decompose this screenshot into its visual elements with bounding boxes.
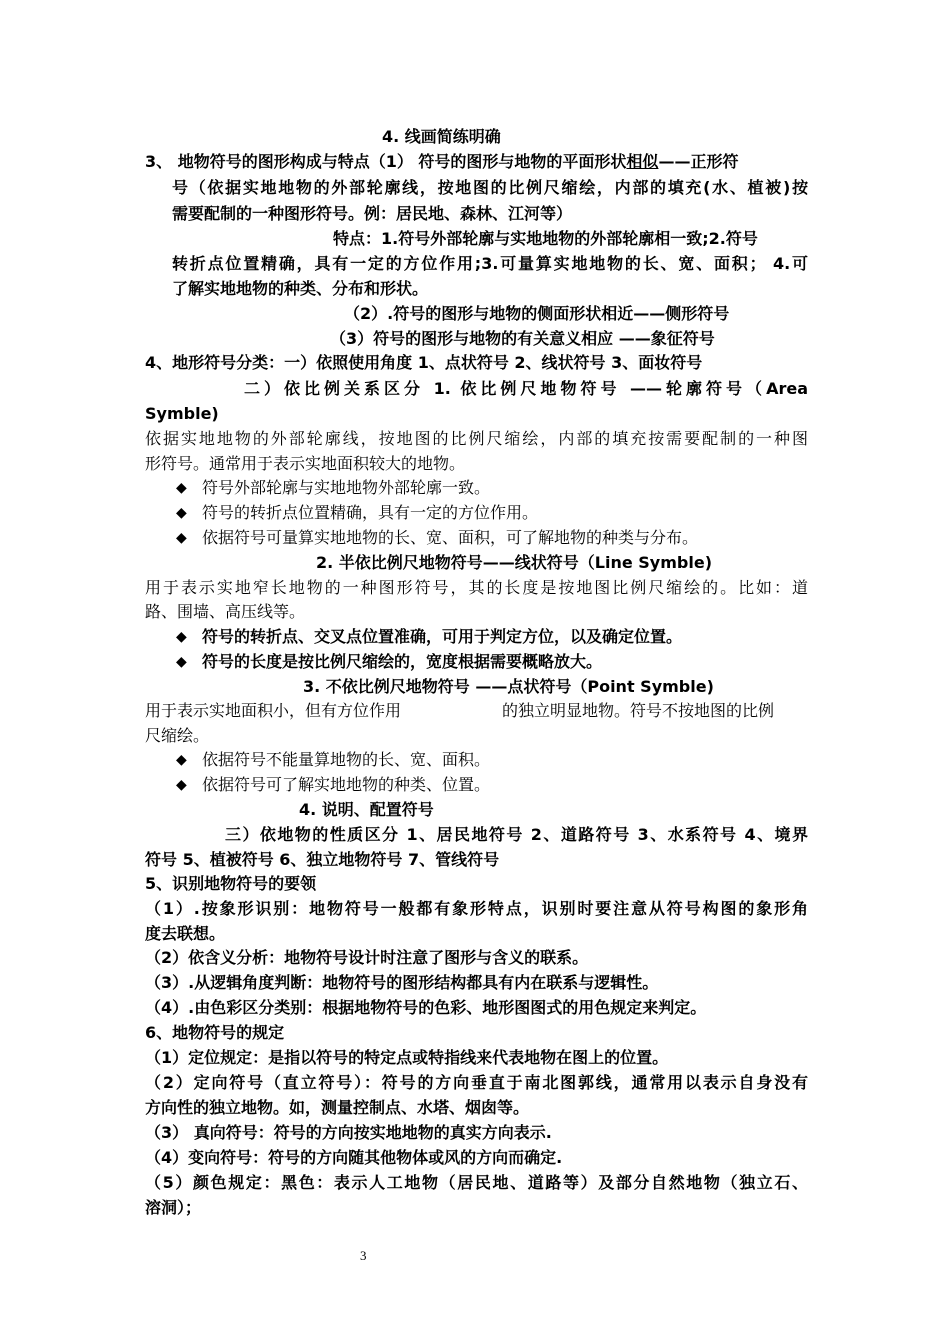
bullet-item: 依据符号可量算实地地物的长、宽、面积，可了解地物的种类与分布。 bbox=[202, 528, 699, 547]
line-symbol-heading: 2. 半依比例尺地物符号——线状符号（Line Symble) bbox=[316, 553, 713, 572]
bullet-item: 符号的转折点、交叉点位置准确，可用于判定方位，以及确定位置。 bbox=[202, 627, 683, 646]
bullet-item: 依据符号不能量算地物的长、宽、面积。 bbox=[202, 750, 491, 769]
underlined-text: 相似 bbox=[626, 152, 659, 171]
paragraph-line: （1）定位规定：是指以符号的特定点或特指线来代表地物在图上的位置。 bbox=[145, 1048, 669, 1067]
section-5-heading: 5、识别地物符号的要领 bbox=[145, 874, 317, 893]
paragraph-line: 溶洞）； bbox=[145, 1198, 202, 1217]
section-6-heading: 6、地物符号的规定 bbox=[145, 1023, 285, 1042]
diamond-bullet-icon: ◆ bbox=[176, 629, 187, 645]
features-line: 特点：1.符号外部轮廓与实地地物的外部轮廓相一致;2.符号 bbox=[333, 229, 758, 248]
body-text-line: 的独立明显地物。符号不按地图的比例 bbox=[502, 701, 775, 720]
bullet-item: 符号的转折点位置精确，具有一定的方位作用。 bbox=[202, 503, 539, 522]
side-shape-symbol-line: （2）.符号的图形与地物的侧面形状相近——侧形符号 bbox=[344, 304, 730, 323]
paragraph-line: （3） 真向符号：符号的方向按实地地物的真实方向表示. bbox=[145, 1123, 552, 1142]
section-3-heading bbox=[145, 150, 738, 174]
paragraph-line: （1）.按象形识别：地物符号一般都有象形特点，识别时要注意从符号构图的象形角 bbox=[145, 899, 808, 918]
classification-line: Symble) bbox=[145, 404, 219, 423]
features-line: 了解实地地物的种类、分布和形状。 bbox=[172, 279, 429, 298]
body-text-line: 用于表示实地面积小，但有方位作用 bbox=[145, 701, 402, 720]
point-symbol-heading: 3. 不依比例尺地物符号 ——点状符号（Point Symble) bbox=[303, 677, 714, 696]
diamond-bullet-icon: ◆ bbox=[176, 654, 187, 670]
paragraph-line: 度去联想。 bbox=[145, 924, 226, 943]
body-text-line: 路、围墙、高压线等。 bbox=[145, 602, 306, 621]
paragraph-line: （2）定向符号（直立符号）：符号的方向垂直于南北图郭线，通常用以表示自身没有 bbox=[145, 1073, 808, 1092]
bullet-item: 符号外部轮廓与实地地物外部轮廓一致。 bbox=[202, 478, 491, 497]
section-4-heading: 4、地形符号分类：一）依照使用角度 1、点状符号 2、线状符号 3、面妆符号 bbox=[145, 353, 703, 372]
heading-line-drawing: 4. 线画简练明确 bbox=[382, 127, 501, 146]
paragraph-line: （5）颜色规定：黑色：表示人工地物（居民地、道路等）及部分自然地物（独立石、 bbox=[145, 1173, 808, 1192]
diamond-bullet-icon: ◆ bbox=[176, 777, 187, 793]
body-text-line: 依据实地地物的外部轮廓线，按地图的比例尺缩绘，内部的填充按需要配制的一种图 bbox=[145, 429, 808, 448]
paragraph-line: （3）.从逻辑角度判断：地物符号的图形结构都具有内在联系与逻辑性。 bbox=[145, 973, 659, 992]
paragraph-line: 需要配制的一种图形符号。例：居民地、森林、江河等） bbox=[172, 204, 573, 223]
paragraph-line: 号（依据实地地物的外部轮廓线，按地图的比例尺缩绘，内部的填充(水、植被)按 bbox=[172, 178, 808, 197]
paragraph-line: （2）依含义分析：地物符号设计时注意了图形与含义的联系。 bbox=[145, 948, 589, 967]
bullet-item: 依据符号可了解实地地物的种类、位置。 bbox=[202, 775, 491, 794]
features-line: 转折点位置精确，具有一定的方位作用;3.可量算实地地物的长、宽、面积； 4.可 bbox=[172, 254, 808, 273]
diamond-bullet-icon: ◆ bbox=[176, 752, 187, 768]
classification-line: 符号 5、植被符号 6、独立地物符号 7、管线符号 bbox=[145, 850, 500, 869]
classification-line: 二）依比例关系区分 1. 依比例尺地物符号 ——轮廓符号（Area bbox=[244, 379, 808, 398]
diamond-bullet-icon: ◆ bbox=[176, 530, 187, 546]
page-number: 3 bbox=[360, 1248, 367, 1263]
diamond-bullet-icon: ◆ bbox=[176, 480, 187, 496]
text-run: 3、 地物符号的图形构成与特点（1） 符号的图形与地物的平面形状 bbox=[145, 152, 627, 171]
diamond-bullet-icon: ◆ bbox=[176, 505, 187, 521]
annotation-symbol-heading: 4. 说明、配置符号 bbox=[299, 800, 434, 819]
text-run: ——正形符 bbox=[658, 152, 739, 171]
body-text-line: 用于表示实地窄长地物的一种图形符号，其的长度是按地图比例尺缩绘的。比如：道 bbox=[145, 578, 808, 597]
paragraph-line: （4）.由色彩区分类别：根据地物符号的色彩、地形图图式的用色规定来判定。 bbox=[145, 998, 707, 1017]
bullet-item: 符号的长度是按比例尺缩绘的，宽度根据需要概略放大。 bbox=[202, 652, 603, 671]
paragraph-line: 方向性的独立地物。如，测量控制点、水塔、烟囱等。 bbox=[145, 1098, 530, 1117]
body-text-line: 形符号。通常用于表示实地面积较大的地物。 bbox=[145, 454, 466, 473]
body-text-line: 尺缩绘。 bbox=[145, 726, 210, 745]
classification-line: 三）依地物的性质区分 1、居民地符号 2、道路符号 3、水系符号 4、境界 bbox=[225, 825, 808, 844]
paragraph-line: （4）变向符号：符号的方向随其他物体或风的方向而确定. bbox=[145, 1148, 563, 1167]
symbolic-symbol-line: （3）符号的图形与地物的有关意义相应 ——象征符号 bbox=[330, 329, 715, 348]
